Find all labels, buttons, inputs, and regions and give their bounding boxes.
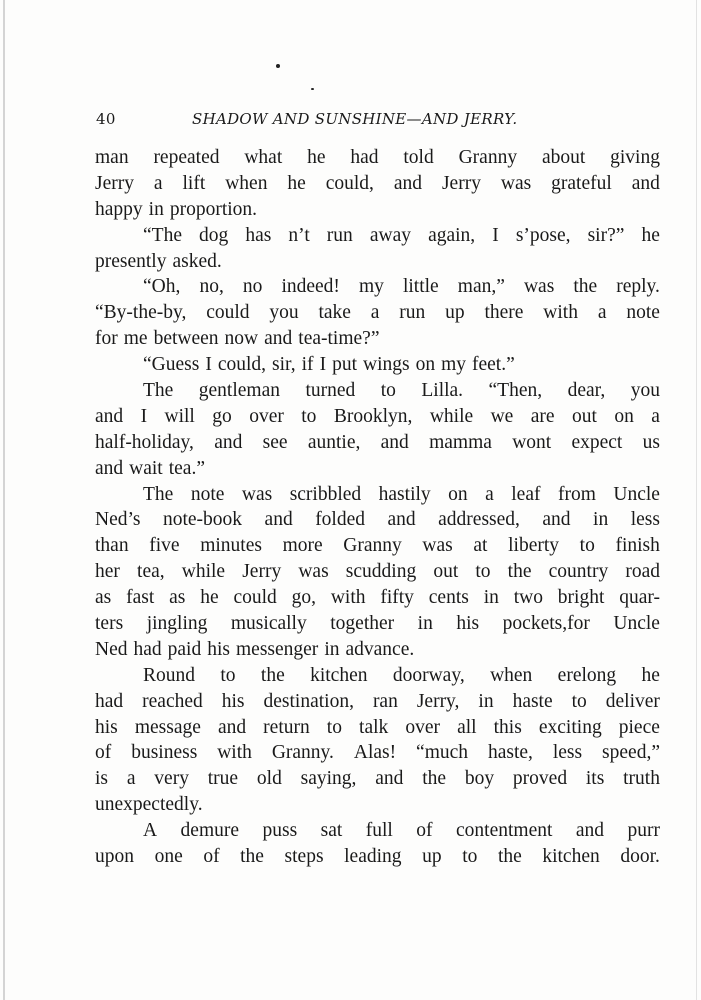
text-line: “The dog has n’t run away again, I s’pose, sir?” he (143, 224, 660, 246)
text-line: than five minutes more Granny was at liberty to finish (95, 535, 660, 557)
page-left-edge (3, 0, 5, 1000)
text-line: “Guess I could, sir, if I put wings on my feet.” (143, 354, 515, 376)
page-number: 40 (96, 110, 116, 128)
running-title: SHADOW AND SUNSHINE—AND JERRY. (192, 110, 518, 128)
text-line: man repeated what he had told Granny about giving (95, 147, 660, 168)
text-line: Jerry a lift when he could, and Jerry was grateful and (95, 172, 660, 194)
page-right-edge (696, 0, 697, 1000)
ink-speck (311, 88, 314, 90)
text-line: is a very true old saying, and the boy proved its truth (95, 768, 660, 790)
text-line: presently asked. (95, 250, 222, 272)
text-line: Round to the kitchen doorway, when erelong he (143, 664, 660, 686)
text-line: and wait tea.” (95, 457, 205, 479)
text-line: of business with Granny. Alas! “much haste, less speed,” (95, 742, 660, 764)
text-line: his message and return to talk over all this exciting piece (95, 716, 660, 738)
text-line: ters jingling musically together in his pockets,for Uncle (95, 613, 660, 635)
text-line: unexpectedly. (95, 794, 203, 816)
text-line: Ned had paid his messenger in advance. (95, 638, 415, 660)
text-line: upon one of the steps leading up to the kitchen door. (95, 846, 660, 868)
text-line: A demure puss sat full of contentment and purr (143, 820, 660, 842)
ink-speck (276, 64, 280, 68)
text-line: happy in proportion. (95, 198, 258, 220)
text-line: The note was scribbled hastily on a leaf from Uncle (143, 483, 660, 505)
text-line: had reached his destination, ran Jerry, in haste to deliver (95, 690, 660, 712)
text-line: “By-the-by, could you take a run up there with a note (95, 302, 660, 324)
text-line: Ned’s note-book and folded and addressed, and in less (95, 509, 660, 531)
text-line: “Oh, no, no indeed! my little man,” was the reply. (143, 276, 660, 298)
running-header (96, 110, 576, 134)
body-text (95, 145, 660, 870)
text-line: and I will go over to Brooklyn, while we are out on a (95, 405, 660, 427)
text-line: The gentleman turned to Lilla. “Then, dear, you (143, 380, 660, 402)
text-line: her tea, while Jerry was scudding out to the country road (95, 561, 660, 583)
text-line: for me between now and tea-time?” (95, 328, 380, 350)
text-line: as fast as he could go, with fifty cents in two bright quar- (95, 587, 660, 609)
text-line: half-holiday, and see auntie, and mamma wont expect us (95, 431, 660, 453)
